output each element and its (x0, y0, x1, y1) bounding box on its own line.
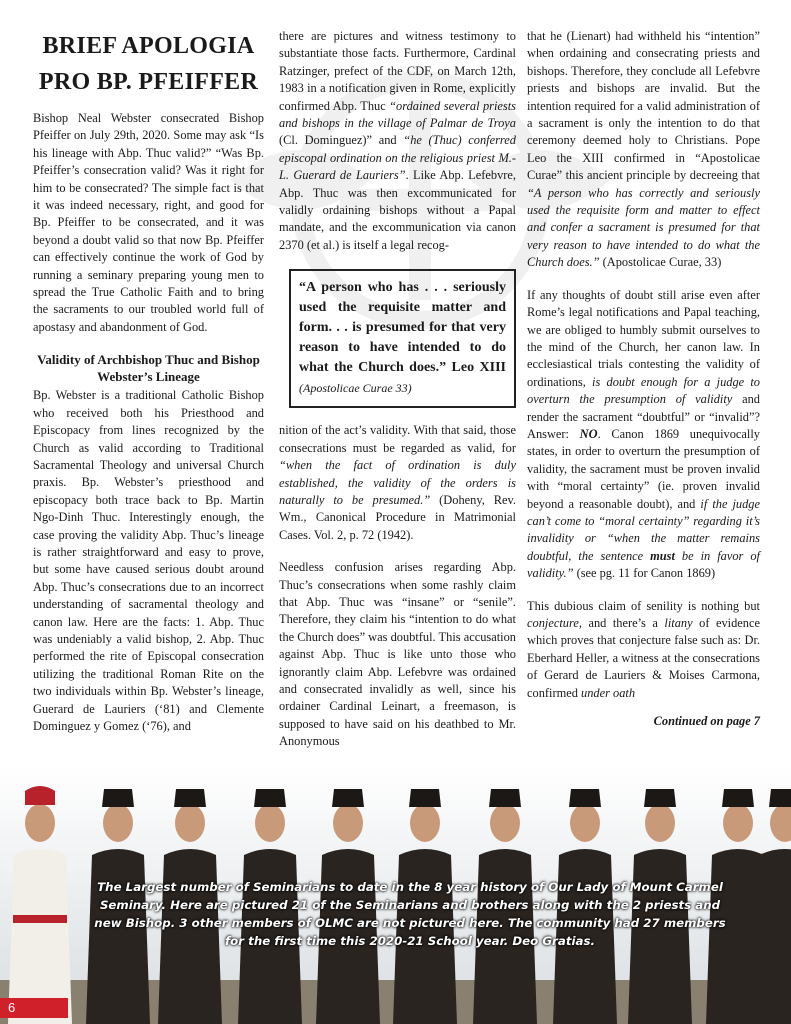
biretta-black (254, 789, 286, 807)
figure-head (103, 804, 133, 842)
continued-note: Continued on page 7 (653, 714, 760, 729)
article-headline (33, 28, 264, 100)
intro-paragraph: Bishop Neal Webster consecrated Bishop Pfeiffer on July 29th, 2020. Some may ask “Is his lineage with Abp. Thuc valid?” “Was Bp. Pfeiffer’s consecration valid? Was it right for him to be consecrated? The simple fact is that it was indeed necessary, right, and good for Bp. Pfeiffer to be consecrated, and it was beyond a doubt valid so that now Bp. Pfeiffer can effectively continue the work of God by running a seminary preparing young men to spread the True Catholic Faith and to bring the sacraments to our troubled world full of apostasy and abandonment of God. (33, 111, 264, 334)
column-2 (279, 28, 516, 766)
col3-paragraph-2: If any thoughts of doubt still arise even after Rome’s legal notifications and Papal teaching, we are obliged to humbly submit ourselves to the mind of the Church, her canon law. In ecclesiastical trials contesting the validity of ordinations, is doubt enough for a judge to overturn the presumption of validity and render the sacrament “doubtful” or “invalid”? Answer: NO. Canon 1869 unequivocally states, in order to overturn the presumption of validity, the sacrament must be proven invalid with “moral certainty” (ie. proven invalid beyond a reasonable doubt), and if the judge can’t come to “moral certainty” regarding it’s invalidity or “when the matter remains doubtful, the sentence must be in favor of validity.” (see pg. 11 for Canon 1869) (527, 287, 761, 581)
figure-head (723, 804, 753, 842)
seminarian-figure (753, 849, 791, 1024)
biretta-black (174, 789, 206, 807)
figure-head (255, 804, 285, 842)
column-3 (527, 28, 760, 730)
figure-head (410, 804, 440, 842)
figure-head (490, 804, 520, 842)
biretta-black (769, 789, 791, 807)
col2-paragraph-3: Needless confusion arises regarding Abp. Thuc’s consecrations when some rashly claim that Abp. Thuc was “insane” or “senile”. Therefore, they claim his “intention to do what the Church does” was doubtful. This accusation against Abp. Thuc is like unto those who ignorantly claim Abp. Lefebvre was ordained and consecrated invalidly as well, since his ordainer Cardinal Leinart, a freemason, is supposed to have said on his deathbed to Mr. Anonymous (279, 560, 516, 749)
figure-head (645, 804, 675, 842)
section-subheading: Validity of Archbishop Thuc and Bishop Webster’s Lineage (37, 352, 260, 385)
biretta-black (332, 789, 364, 807)
biretta-black (644, 789, 676, 807)
lineage-paragraph: Bp. Webster is a traditional Catholic Bishop who received both his Priesthood and Episcopacy from lines recognized by the Church as valid according to Traditional Sacramental Theology and universal Church praxis. Bp. Webster’s priesthood and episcopacy both trace back to Bp. Martin Ngo-Dinh Thuc. Interestingly enough, the case proving the validity Abp. Thuc’s lineage is rather straightforward and easy to prove, but some have caused serious doubt around Abp. Thuc’s consecrations due to an incorrect understanding of sacramental theology and canon law. Here are the facts: 1. Abp. Thuc was undeniably a valid bishop, 2. Abp. Thuc performed the rite of Episcopal consecration utilizing the traditional Roman Rite on the two individuals within Bp. Webster’s lineage, Guerard de Lauriers (‘81) and Clemente Dominguez y Gomez (‘76), and (33, 388, 264, 733)
headline-line-1: BRIEF APOLOGIA (42, 33, 255, 59)
headline-line-2: PRO BP. PFEIFFER (38, 69, 259, 95)
pull-quote-citation: (Apostolicae Curae 33) (299, 381, 412, 396)
bishop-sash (13, 915, 67, 923)
biretta-red (25, 786, 55, 805)
col3-paragraph-1: that he (Lienart) had withheld his “intention” when ordaining and consecrating priests and bishops. Therefore, they conclude all Lefebvre priests and bishops are invalid. But the intention required for a valid administration of a sacrament is only the intention to do that ceremony deemed holy to Christians. Pope Leo the XIII confirmed in “Apostolicae Curae” this ancient principle by decreeing that “A person who has correctly and seriously used the requisite form and matter to effect and confer a sacrament is presumed for that very reason to have intended to do what the Church does.” (Apostolicae Curae, 33) (527, 29, 760, 270)
biretta-black (722, 789, 754, 807)
column-1 (33, 28, 264, 750)
figure-head (25, 804, 55, 842)
pull-quote-box: “A person who has . . . seriously used the requisite matter and form. . . is presumed for that very reason to have intended to do what the Church does.” Leo XIII (Apostolicae Curae 33) (289, 269, 516, 408)
page-number-tab: 6 (0, 998, 68, 1018)
figure-head (570, 804, 600, 842)
photo-caption: The Largest number of Seminarians to date in the 8 year history of Our Lady of Mount Carmel Seminary. Here are pictured 21 of the Seminarians and brothers along with the 2 priests and new Bishop. 3 other members of OLMC are not pictured here. The community had 27 members for the first time this 2020-21 School year. Deo Gratias. (94, 880, 726, 948)
col2-paragraph-1: there are pictures and witness testimony to substantiate those facts. Furthermore, Cardinal Ratzinger, prefect of the CDF, on March 12th, 1983 in a notification given in Rome, explicitly confirmed Abp. Thuc “ordained several priests and bishops in the village of Palmar de Troya (Cl. Dominguez)” and “he (Thuc) conferred episcopal ordination on the religious priest M.-L. Guerard de Lauriers”. Like Abp. Lefebvre, Abp. Thuc was then excommunicated for validly ordaining bishops without a Papal mandate, and the excommunication via canon 2370 (et al.) is itself a legal recog- (279, 29, 516, 252)
figure-head (333, 804, 363, 842)
col2-paragraph-2: nition of the act’s validity. With that said, those consecrations must be regarded as valid, for “when the fact of ordination is duly established, the validity of the orders is naturally to be presumed.” (Doheny, Rev. Wm., Canonical Procedure in Matrimonial Cases. Vol. 2, p. 72 (1942). (279, 423, 516, 542)
biretta-black (489, 789, 521, 807)
col3-paragraph-3: This dubious claim of senility is nothing but conjecture, and there’s a litany of evidence which proves that conjecture false such as: Dr. Eberhard Heller, a witness at the consecrations of Gerard de Lauriers & Moises Carmona, confirmed under oath (527, 598, 760, 700)
biretta-black (569, 789, 601, 807)
biretta-black (409, 789, 441, 807)
biretta-black (102, 789, 134, 807)
figure-head (175, 804, 205, 842)
